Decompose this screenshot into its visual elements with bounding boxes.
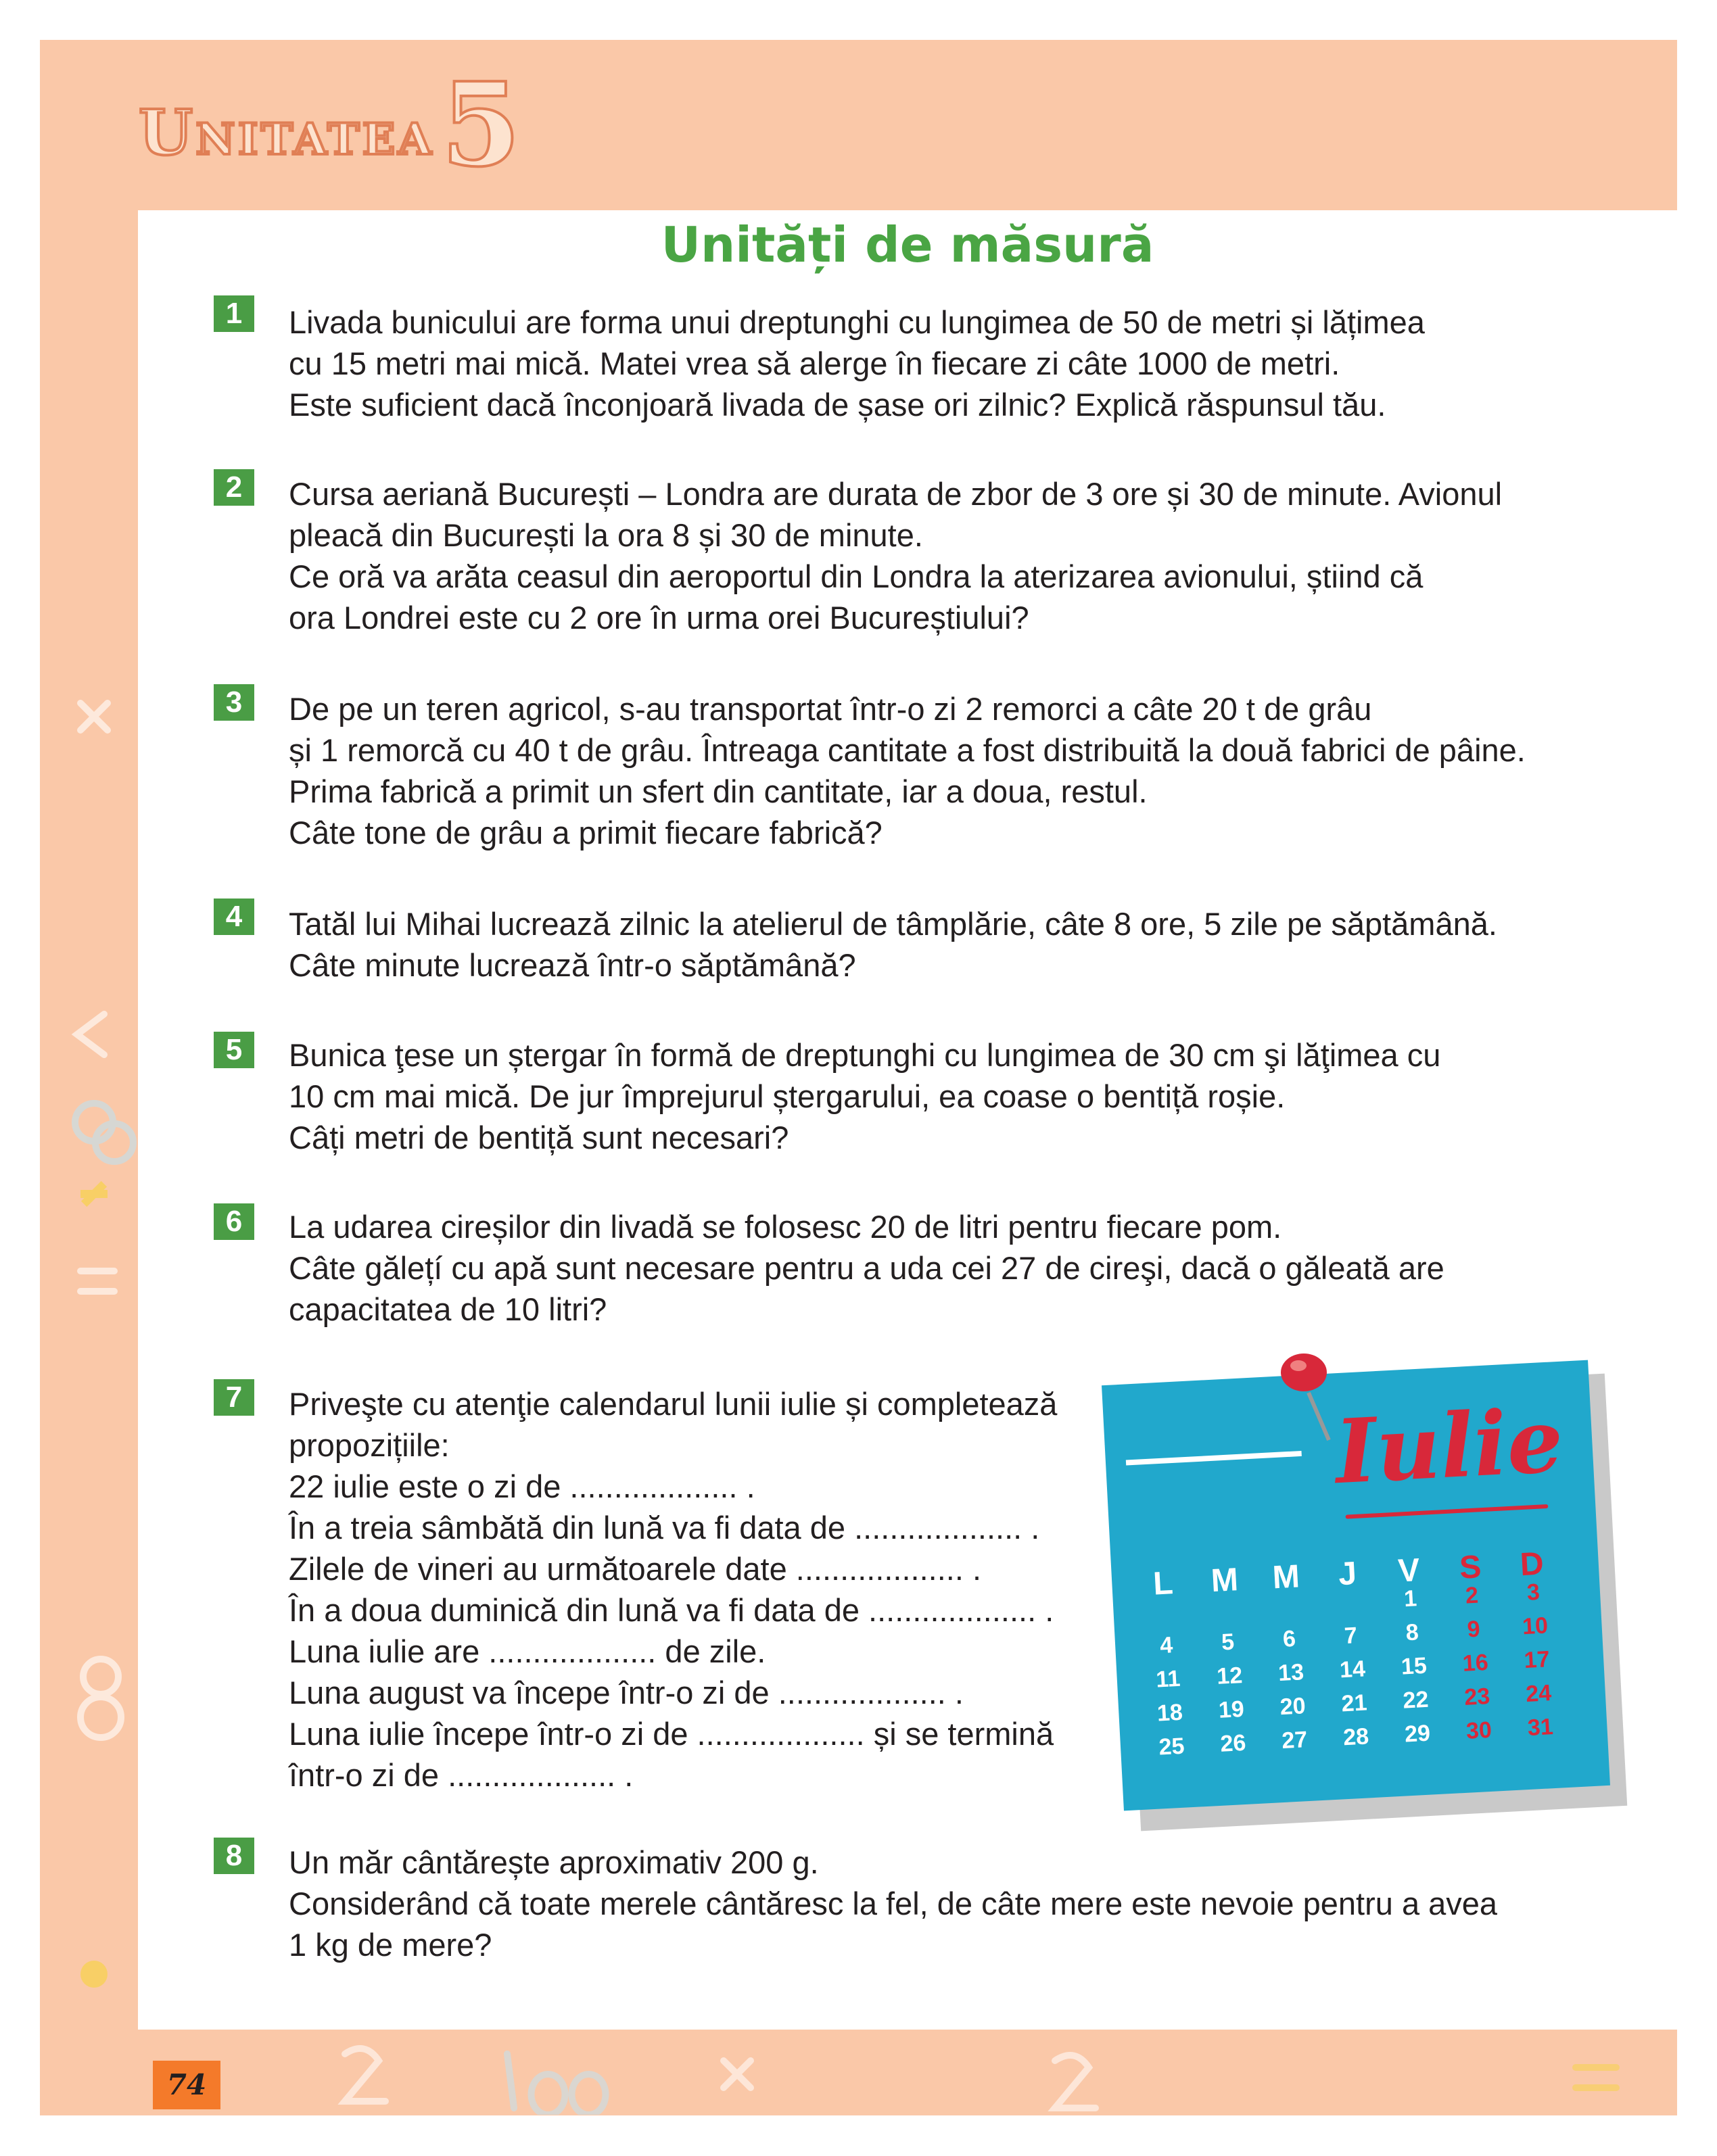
exercise-line: Luna august va începe într-o zi de ................... . bbox=[289, 1675, 964, 1710]
push-pin-icon bbox=[1271, 1345, 1346, 1447]
calendar-day: 6 bbox=[1282, 1625, 1296, 1652]
exercise-line: într-o zi de ................... . bbox=[289, 1757, 634, 1793]
exercise-text bbox=[289, 302, 1563, 425]
calendar-day: 22 bbox=[1402, 1686, 1430, 1714]
calendar-month-underline bbox=[1346, 1504, 1549, 1519]
exercise-number-badge: 3 bbox=[214, 684, 254, 721]
exercise-line: Luna iulie are ................... de zile. bbox=[289, 1633, 766, 1669]
exercise-line: și 1 remorcă cu 40 t de grâu. Întreaga cantitate a fost distribuită la două fabrici de pâine. bbox=[289, 732, 1526, 768]
calendar-day: 29 bbox=[1404, 1720, 1431, 1748]
exercise-line: În a treia sâmbătă din lună va fi data de ................... . bbox=[289, 1510, 1040, 1546]
calendar-weekday: D bbox=[1519, 1546, 1545, 1583]
calendar-day: 13 bbox=[1277, 1659, 1305, 1687]
exercise-text bbox=[289, 473, 1563, 638]
calendar-line bbox=[1126, 1451, 1302, 1466]
calendar-day: 18 bbox=[1156, 1699, 1183, 1727]
calendar-day bbox=[1195, 1594, 1258, 1631]
unit-heading bbox=[139, 57, 521, 193]
calendar-day: 7 bbox=[1343, 1623, 1358, 1649]
exercise-line: Câte minute lucrează într-o săptămână? bbox=[289, 947, 856, 983]
calendar-day: 16 bbox=[1461, 1649, 1489, 1677]
bottom-deco-shapes bbox=[291, 2034, 1677, 2115]
exercise-text bbox=[289, 688, 1563, 853]
exercise-line: Priveşte cu atenţie calendarul lunii iulie și completează bbox=[289, 1386, 1058, 1422]
exercise-line: ora Londrei este cu 2 ore în urma orei Bucureștiului? bbox=[289, 600, 1029, 636]
page-number: 74 bbox=[153, 2061, 220, 2109]
calendar-day bbox=[1256, 1591, 1319, 1628]
exercise-line: Luna iulie începe într-o zi de ................... și se termină bbox=[289, 1716, 1054, 1752]
left-deco-shapes bbox=[40, 270, 138, 2028]
calendar-day: 12 bbox=[1216, 1662, 1244, 1690]
calendar-day: 2 bbox=[1465, 1582, 1479, 1609]
calendar-day: 1 bbox=[1403, 1585, 1418, 1612]
calendar-weekday: M bbox=[1210, 1562, 1240, 1600]
calendar-weekday: J bbox=[1337, 1555, 1358, 1593]
exercise-line: pleacă din București la ora 8 și 30 de minute. bbox=[289, 517, 923, 553]
calendar-day: 9 bbox=[1466, 1616, 1481, 1643]
exercise-line: Bunica ţese un ștergar în formă de dreptunghi cu lungimea de 30 cm şi lăţimea cu bbox=[289, 1037, 1441, 1073]
calendar-day: 26 bbox=[1219, 1729, 1247, 1757]
calendar-day: 5 bbox=[1221, 1629, 1236, 1656]
exercise-text bbox=[289, 1383, 1127, 1796]
exercise-text bbox=[289, 1842, 1563, 1965]
exercise-number-badge: 4 bbox=[214, 899, 254, 935]
calendar-day: 11 bbox=[1155, 1665, 1181, 1693]
calendar-month: Iulie bbox=[1332, 1388, 1566, 1504]
exercise-line: Un măr cântărește aproximativ 200 g. bbox=[289, 1844, 819, 1880]
calendar-card bbox=[1102, 1360, 1610, 1811]
exercise-line: Câte tone de grâu a primit fiecare fabrică? bbox=[289, 815, 883, 851]
exercise-line: Cursa aeriană București – Londra are durata de zbor de 3 ore și 30 de minute. Avionul bbox=[289, 476, 1503, 512]
unit-word: Unitatea bbox=[139, 96, 435, 169]
calendar-day: 14 bbox=[1339, 1656, 1366, 1683]
calendar-day: 25 bbox=[1158, 1733, 1185, 1760]
exercise-number-badge: 1 bbox=[214, 295, 254, 332]
calendar-day bbox=[1133, 1598, 1196, 1635]
calendar-day: 19 bbox=[1217, 1696, 1245, 1723]
exercise-text bbox=[289, 903, 1563, 986]
calendar-weekday: L bbox=[1152, 1565, 1174, 1602]
calendar-weekday: V bbox=[1397, 1552, 1421, 1589]
exercise-line: 22 iulie este o zi de ................... . bbox=[289, 1468, 755, 1504]
exercise-line: Considerând că toate merele cântăresc la fel, de câte mere este nevoie pentru a avea bbox=[289, 1886, 1498, 1921]
exercise-line: Ce oră va arăta ceasul din aeroportul din Londra la aterizarea avionului, știind că bbox=[289, 558, 1424, 594]
calendar-day: 4 bbox=[1159, 1632, 1174, 1659]
exercise-line: Livada bunicului are forma unui dreptunghi cu lungimea de 50 de metri și lățimea bbox=[289, 304, 1425, 340]
exercise-line: propozițiile: bbox=[289, 1427, 450, 1463]
exercise-number-badge: 7 bbox=[214, 1379, 254, 1416]
calendar-day: 28 bbox=[1342, 1723, 1370, 1751]
exercise-line: Tatăl lui Mihai lucrează zilnic la atelierul de tâmplărie, câte 8 ore, 5 zile pe săptămână. bbox=[289, 906, 1497, 942]
calendar-weekday: M bbox=[1271, 1558, 1301, 1596]
calendar-day: 30 bbox=[1465, 1717, 1492, 1744]
exercise-line: Zilele de vineri au următoarele date ................... . bbox=[289, 1551, 982, 1587]
exercise-line: Câte gălețí cu apă sunt necesare pentru a uda cei 27 de cireşi, dacă o găleată are bbox=[289, 1250, 1444, 1286]
exercise-line: Câți metri de bentiță sunt necesari? bbox=[289, 1120, 789, 1155]
calendar-day: 21 bbox=[1340, 1690, 1368, 1717]
exercise-line: De pe un teren agricol, s-au transportat într-o zi 2 remorci a câte 20 t de grâu bbox=[289, 691, 1372, 727]
calendar-day: 8 bbox=[1405, 1619, 1419, 1646]
exercise-line: capacitatea de 10 litri? bbox=[289, 1291, 607, 1327]
calendar-day: 3 bbox=[1526, 1579, 1540, 1606]
exercise-line: Prima fabrică a primit un sfert din cantitate, iar a doua, restul. bbox=[289, 773, 1148, 809]
exercise-line: 1 kg de mere? bbox=[289, 1927, 492, 1963]
exercise-number-badge: 2 bbox=[214, 469, 254, 506]
exercise-number-badge: 5 bbox=[214, 1032, 254, 1068]
calendar-day: 17 bbox=[1523, 1646, 1551, 1674]
exercise-line: La udarea cireșilor din livadă se folosesc 20 de litri pentru fiecare pom. bbox=[289, 1209, 1282, 1245]
exercise-text bbox=[289, 1206, 1563, 1330]
exercise-number-badge: 8 bbox=[214, 1838, 254, 1874]
calendar-grid bbox=[1131, 1544, 1574, 1769]
calendar-day: 24 bbox=[1525, 1680, 1553, 1708]
exercise-line: În a doua duminică din lună va fi data de ................... . bbox=[289, 1592, 1054, 1628]
calendar-day: 10 bbox=[1522, 1612, 1549, 1640]
exercise-line: Este suficient dacă înconjoară livada de șase ori zilnic? Explică răspunsul tău. bbox=[289, 387, 1386, 423]
unit-number: 5 bbox=[441, 57, 521, 193]
calendar-day: 20 bbox=[1279, 1693, 1307, 1721]
calendar-day: 27 bbox=[1281, 1727, 1309, 1754]
exercise-text bbox=[289, 1034, 1563, 1158]
calendar-day: 15 bbox=[1400, 1652, 1428, 1680]
calendar-day bbox=[1317, 1587, 1380, 1625]
exercise-line: cu 15 metri mai mică. Matei vrea să alerge în fiecare zi câte 1000 de metri. bbox=[289, 345, 1340, 381]
exercise-line: 10 cm mai mică. De jur împrejurul ștergarului, ea coase o bentiță roșie. bbox=[289, 1078, 1286, 1114]
calendar-day: 23 bbox=[1463, 1683, 1491, 1710]
calendar-weekday: S bbox=[1458, 1549, 1482, 1586]
exercise-number-badge: 6 bbox=[214, 1203, 254, 1240]
calendar-day: 31 bbox=[1526, 1714, 1554, 1741]
page-title: Unități de măsură bbox=[661, 216, 1154, 273]
